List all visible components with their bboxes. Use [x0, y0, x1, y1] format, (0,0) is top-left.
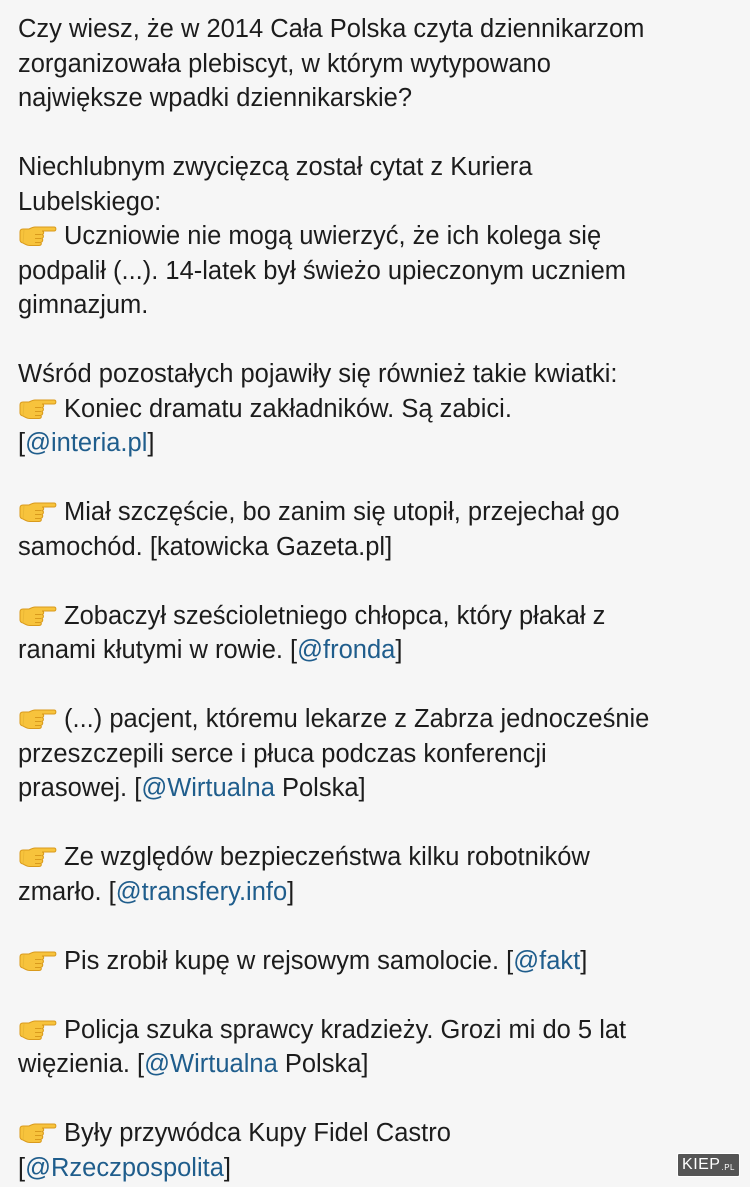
source-link[interactable]: @Wirtualna: [141, 774, 275, 802]
source-link[interactable]: @Rzeczpospolita: [25, 1153, 224, 1182]
source-link[interactable]: @transfery.info: [115, 877, 288, 906]
winner-line: Niechlubnym zwycięzcą został cytat z Kuriera: [18, 153, 533, 181]
backhand-index-pointing-right-icon: [18, 706, 58, 730]
winner-line: Lubelskiego:: [18, 187, 162, 216]
intro-line: największe wpadki dziennikarskie?: [18, 84, 413, 112]
backhand-index-pointing-right-icon: [18, 603, 58, 627]
backhand-index-pointing-right-icon: [18, 948, 58, 972]
post-body: [18, 12, 738, 1185]
intro-line: Czy wiesz, że w 2014 Cała Polska czyta dziennikarzom: [18, 15, 645, 43]
source-link[interactable]: @Wirtualna: [144, 1050, 278, 1078]
backhand-index-pointing-right-icon: [18, 499, 58, 523]
list-item: Ze względów bezpieczeństwa kilku robotników zmarło. [@transfery.info]: [18, 843, 590, 906]
winner-quote-line: Uczniowie nie mogą uwierzyć, że ich kolega się: [18, 219, 738, 254]
list-item: Miał szczęście, bo zanim się utopił, przejechał go samochód. [katowicka Gazeta.pl]: [18, 498, 620, 561]
source-link[interactable]: @fronda: [297, 636, 396, 664]
others-intro: Wśród pozostałych pojawiły się również takie kwiatki:: [18, 360, 618, 388]
backhand-index-pointing-right-icon: [18, 223, 58, 247]
backhand-index-pointing-right-icon: [18, 1120, 58, 1144]
backhand-index-pointing-right-icon: [18, 396, 58, 420]
site-watermark-logo: KIEP.PL: [677, 1153, 740, 1177]
list-item: Zobaczył sześcioletniego chłopca, który płakał z ranami kłutymi w rowie. [@fronda]: [18, 601, 606, 664]
source-link[interactable]: @fakt: [513, 946, 581, 975]
list-item: Pis zrobił kupę w rejsowym samolocie. [@fakt]: [18, 944, 738, 979]
intro-line: zorganizowała plebiscyt, w którym wytypowano: [18, 49, 551, 78]
backhand-index-pointing-right-icon: [18, 844, 58, 868]
winner-quote-line: gimnazjum.: [18, 291, 149, 319]
winner-paragraph: [18, 150, 738, 323]
backhand-index-pointing-right-icon: [18, 1017, 58, 1041]
source-link[interactable]: @interia.pl: [25, 429, 148, 457]
list-item: (...) pacjent, któremu lekarze z Zabrza jednocześnie przeszczepili serce i płuca podczas konferencji prasowej. [@Wirtualna Polska]: [18, 705, 650, 802]
list-item: Policja szuka sprawcy kradzieży. Grozi mi do 5 lat więzienia. [@Wirtualna Polska]: [18, 1015, 627, 1078]
list-item: Były przywódca Kupy Fidel Castro [@Rzeczpospolita]: [18, 1119, 451, 1182]
list-item: Koniec dramatu zakładników. Są zabici. [@interia.pl]: [18, 394, 512, 457]
winner-quote-line: podpalił (...). 14-latek był świeżo upieczonym uczniem: [18, 256, 627, 285]
intro-paragraph: [18, 12, 738, 116]
